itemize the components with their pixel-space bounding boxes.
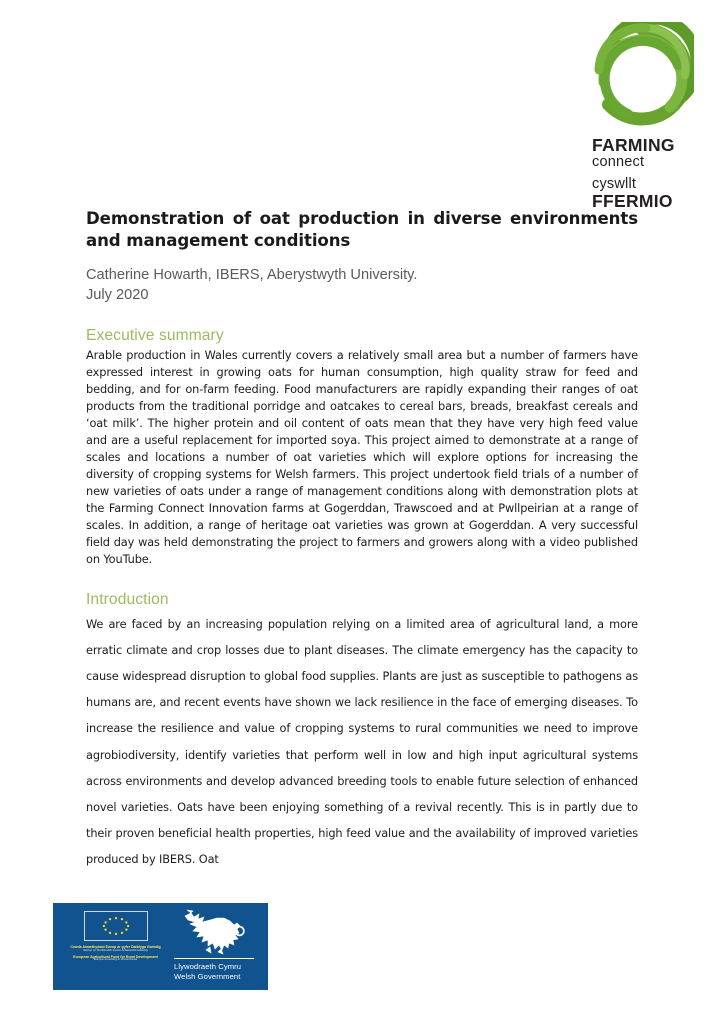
paragraph-executive-summary: Arable production in Wales currently covers a relatively small area but a number of farmers have expressed interest in growing oats for human consumption, high quality straw for feed and bedding, and for on-farm feeding. Food manufacturers are rapidly expanding their ranges of oat products from the traditional porridge and oatcakes to cereal bars, breads, breakfast cereals and ‘oat milk’. The higher protein and oil content of oats mean that they have very high feed value and are a useful replacement for imported soya. This project aimed to demonstrate at a range of scales and locations a number of oat varieties which will explore options for increasing the diversity of cropping systems for Welsh farmers. This project undertook field trials of a number of new varieties of oats under a range of management conditions along with demonstration plots at the Farming Connect Innovation farms at Gogerddan, Trawscoed and at Pwllpeirian at a range of scales. In addition, a range of heritage oat varieties was grown at Gogerddan. A very successful field day was held demonstrating the project to farmers and growers along with a video published on YouTube.: [86, 348, 638, 566]
welsh-government-rule: [174, 958, 254, 959]
welsh-government-name: [174, 962, 257, 981]
wordmark-connect: connect: [592, 153, 645, 170]
paragraph-introduction: We are faced by an increasing population relying on a limited area of agricultural land, a more erratic climate and crop losses due to plant diseases. The climate emergency has the capacity to cause widespread disruption to global food supplies. Plants are just as susceptible to pathogens as humans are, and recent events have shown we lack resilience in the face of emerging diseases. To increase the resilience and value of cropping systems to rural communities we need to improve agrobiodiversity, identify varieties that perform well in low and high input agricultural systems across environments and develop advanced breeding tools to enable future selection of enhanced novel varieties. Oats have been enjoying something of a revival recently. This is in partly due to their proven beneficial health properties, high feed value and the availability of improved varieties produced by IBERS. Oat: [86, 617, 638, 866]
byline-author: Catherine Howarth, IBERS, Aberystwyth University.: [86, 267, 418, 284]
document-body: [86, 208, 638, 872]
eu-flag-icon: [84, 911, 148, 941]
eu-caption-english-title: European Agricultural Fund for Rural Development: [73, 954, 158, 959]
farming-connect-wordmark: [592, 136, 700, 211]
eu-caption-welsh-title: Cronfa Amaethyddol Ewrop ar gyfer Datblygu Gwledig: [70, 945, 161, 949]
eu-caption-english-subtitle: Europe Investing in Rural Areas: [93, 957, 138, 962]
section-spacer: [86, 568, 638, 590]
farming-connect-swirl-icon: [590, 22, 694, 126]
welsh-government-name-cy: Llywodraeth Cymru: [174, 962, 242, 971]
farming-connect-logo: [578, 22, 700, 212]
eu-funding-caption: [67, 945, 164, 962]
page-title: Demonstration of oat production in diverse environments and management conditions: [86, 209, 638, 251]
heading-introduction: Introduction: [86, 590, 169, 608]
welsh-government-logo: [171, 909, 257, 981]
heading-executive-summary: Executive summary: [86, 326, 224, 344]
wordmark-cyswllt: cyswllt: [592, 175, 637, 192]
byline: [86, 266, 638, 306]
byline-date: July 2020: [86, 286, 149, 303]
wordmark-ffermio: FFERMIO: [592, 191, 673, 212]
eu-caption-welsh-subtitle: Ewrop yn Buddsoddi mewn Ardaloedd Gwledig: [83, 947, 148, 952]
welsh-dragon-icon: [177, 909, 251, 955]
welsh-government-name-en: Welsh Government: [174, 971, 241, 981]
wordmark-farming: FARMING: [592, 135, 675, 155]
funding-banner: [53, 903, 268, 990]
eu-funding-logo: [67, 911, 164, 962]
